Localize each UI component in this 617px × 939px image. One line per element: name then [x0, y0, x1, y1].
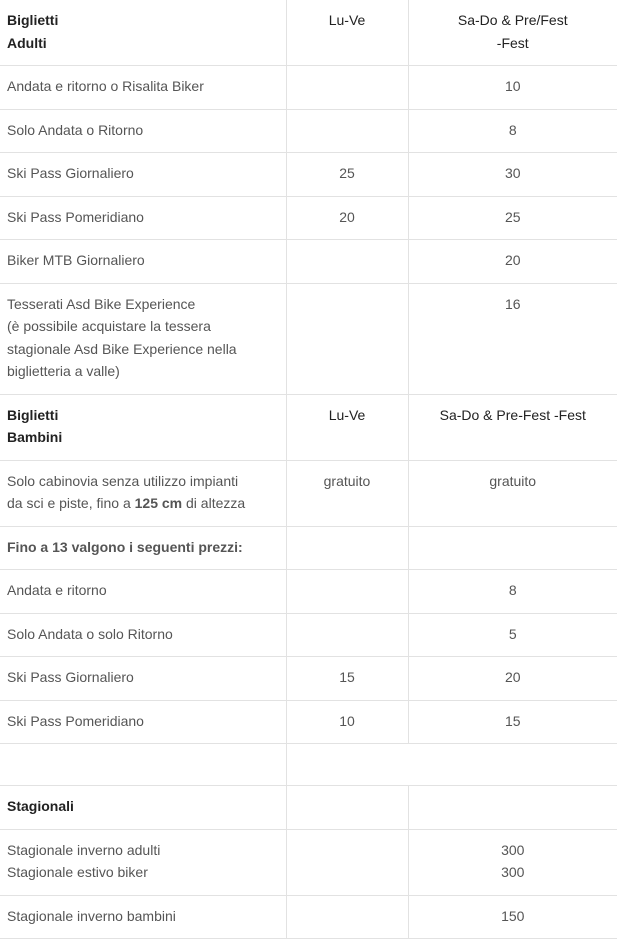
row-weekday-price: 20 — [286, 196, 408, 240]
seasonal-kids-row — [0, 895, 617, 939]
row-label: Andata e ritorno — [0, 570, 286, 614]
row-label: Andata e ritorno o Risalita Biker — [0, 66, 286, 110]
empty-cell — [286, 744, 617, 786]
adults-col-weekend-line2: -Fest — [496, 34, 529, 51]
seasonal-title: Stagionali — [0, 786, 286, 830]
children-header-row — [0, 394, 617, 460]
row-weekend-price: 15 — [408, 700, 617, 744]
table-row — [0, 613, 617, 657]
seasonal-value-winter-adults: 300 — [501, 841, 525, 858]
adults-col-weekend — [408, 0, 617, 66]
tesserati-line2: (è possibile acquistare la tessera — [7, 318, 211, 334]
empty-cell — [408, 786, 617, 830]
table-row — [0, 657, 617, 701]
children-subheading: Fino a 13 valgono i seguenti prezzi: — [0, 526, 286, 570]
children-title-line2: Bambini — [7, 429, 63, 445]
seasonal-combo-row — [0, 829, 617, 895]
empty-cell — [286, 526, 408, 570]
free-row-height: 125 cm — [134, 495, 183, 511]
adults-header-row — [0, 0, 617, 66]
subheading-row — [0, 526, 617, 570]
row-label: Ski Pass Giornaliero — [0, 153, 286, 197]
free-row-line2-post: di altezza — [182, 495, 246, 511]
seasonal-label-winter-adults: Stagionale inverno adulti — [7, 841, 161, 858]
seasonal-label-summer-biker: Stagionale estivo biker — [7, 864, 148, 880]
row-weekend-price: 30 — [408, 153, 617, 197]
row-weekend-price: 20 — [408, 240, 617, 284]
row-weekend-price: 8 — [408, 109, 617, 153]
row-label: Ski Pass Pomeridiano — [0, 196, 286, 240]
empty-cell — [286, 829, 408, 895]
free-row-line1: Solo cabinovia senza utilizzo impianti — [7, 472, 239, 489]
adults-title-line2: Adulti — [7, 34, 47, 51]
tesserati-label — [0, 283, 286, 394]
children-col-weekend: Sa-Do & Pre-Fest -Fest — [408, 394, 617, 460]
row-weekend-price: gratuito — [408, 460, 617, 526]
table-row — [0, 153, 617, 197]
tesserati-line3: stagionale Asd Bike Experience nella — [7, 340, 237, 357]
row-weekday-price — [286, 570, 408, 614]
table-row — [0, 66, 617, 110]
row-label: Solo Andata o solo Ritorno — [0, 613, 286, 657]
free-row-line2 — [7, 492, 279, 515]
seasonal-kids-label: Stagionale inverno bambini — [0, 895, 286, 939]
children-col-weekday: Lu-Ve — [286, 394, 408, 460]
row-label: Solo Andata o Ritorno — [0, 109, 286, 153]
children-header-title — [0, 394, 286, 460]
seasonal-header-row — [0, 786, 617, 830]
tesserati-row — [0, 283, 617, 394]
row-weekday-price: gratuito — [286, 460, 408, 526]
empty-cell — [286, 895, 408, 939]
empty-cell — [408, 526, 617, 570]
adults-header-title — [0, 0, 286, 66]
row-weekend-price: 16 — [408, 283, 617, 394]
spacer-row — [0, 744, 617, 786]
row-weekday-price — [286, 613, 408, 657]
row-weekday-price — [286, 283, 408, 394]
adults-title-line1: Biglietti — [7, 12, 59, 28]
adults-col-weekday: Lu-Ve — [286, 0, 408, 66]
row-label: Ski Pass Giornaliero — [0, 657, 286, 701]
row-weekday-price — [286, 109, 408, 153]
children-title-line1: Biglietti — [7, 406, 59, 423]
row-weekend-price: 5 — [408, 613, 617, 657]
row-weekday-price: 15 — [286, 657, 408, 701]
free-row-label — [0, 460, 286, 526]
table-row — [0, 570, 617, 614]
table-row — [0, 240, 617, 284]
row-weekend-price: 20 — [408, 657, 617, 701]
adults-col-weekend-line1: Sa-Do & Pre/Fest — [457, 12, 568, 28]
row-weekday-price: 10 — [286, 700, 408, 744]
row-weekend-price: 10 — [408, 66, 617, 110]
row-weekday-price — [286, 66, 408, 110]
row-label: Ski Pass Pomeridiano — [0, 700, 286, 744]
empty-cell — [286, 786, 408, 830]
free-row-line2-pre: da sci e piste, fino a — [7, 495, 135, 511]
seasonal-combo-values — [408, 829, 617, 895]
table-row — [0, 109, 617, 153]
tesserati-line4: biglietteria a valle) — [7, 363, 120, 379]
seasonal-combo-labels — [0, 829, 286, 895]
free-row — [0, 460, 617, 526]
seasonal-kids-value: 150 — [408, 895, 617, 939]
table-row — [0, 196, 617, 240]
row-weekday-price: 25 — [286, 153, 408, 197]
row-label: Biker MTB Giornaliero — [0, 240, 286, 284]
row-weekday-price — [286, 240, 408, 284]
row-weekend-price: 8 — [408, 570, 617, 614]
seasonal-value-summer-biker: 300 — [501, 864, 525, 880]
row-weekend-price: 25 — [408, 196, 617, 240]
empty-cell — [0, 744, 286, 786]
tesserati-line1: Tesserati Asd Bike Experience — [7, 295, 196, 312]
table-row — [0, 700, 617, 744]
